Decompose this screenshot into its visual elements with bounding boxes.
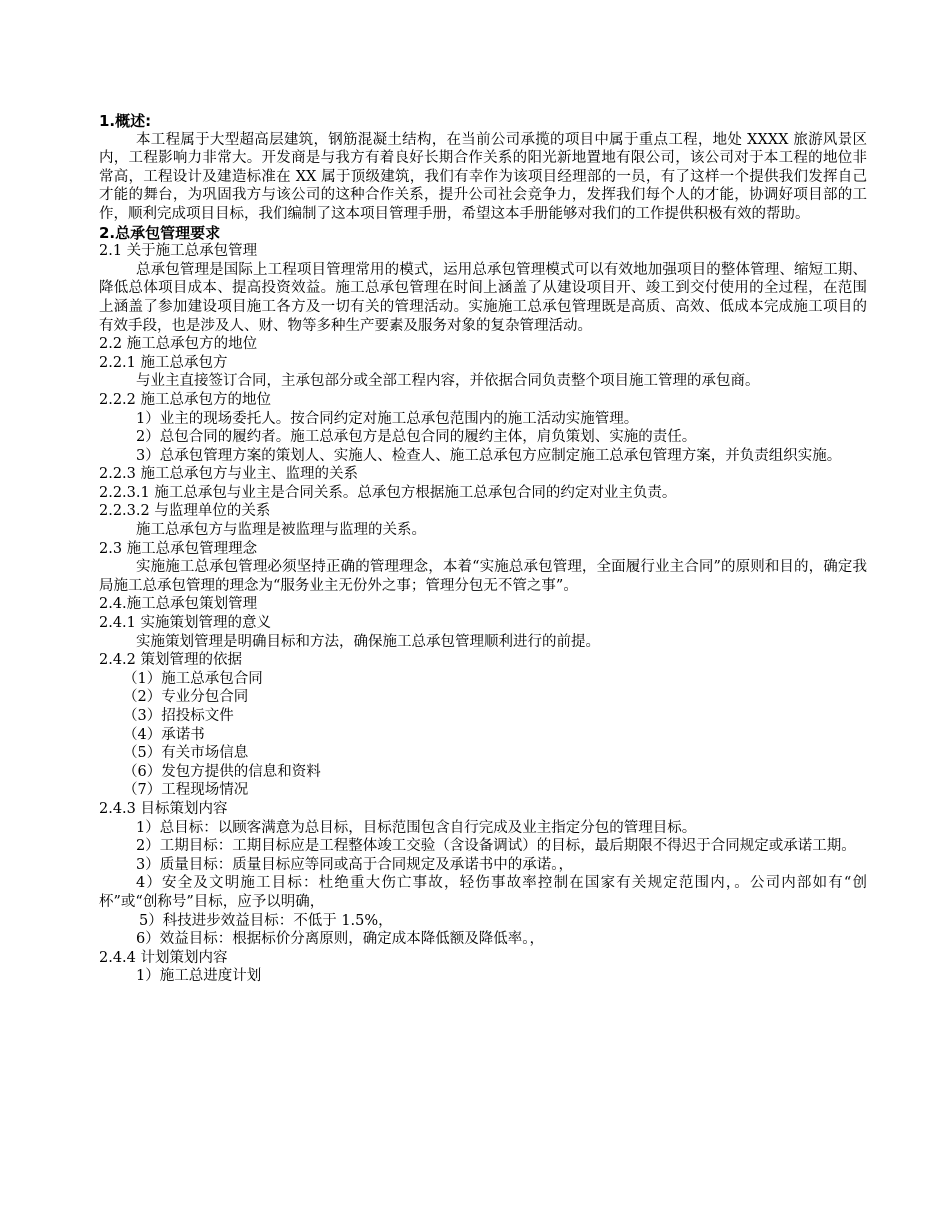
paragraph: （7）工程现场情况 xyxy=(123,782,249,799)
paragraph: 2.4.2 策划管理的依据 xyxy=(99,652,243,669)
section-heading: 2.总承包管理要求 xyxy=(99,223,221,242)
paragraph: 2.2.3.1 施工总承包与业主是合同关系。总承包方根据施工总承包合同的约定对业主负责。 xyxy=(99,484,677,501)
paragraph: 3）质量目标：质量目标应等同或高于合同规定及承诺书中的承诺。， xyxy=(136,856,573,873)
paragraph: 实施施工总承包管理必须坚持正确的管理理念，本着“实施总承包管理，全面履行业主合同”的原则和目的，确定我局施工总承包管理的理念为“服务业主无份外之事；管理分包无不管之事”。 xyxy=(99,559,867,594)
paragraph: 与业主直接签订合同，主承包部分或全部工程内容，并依据合同负责整个项目施工管理的承包商。 xyxy=(136,373,760,390)
paragraph: 本工程属于大型超高层建筑，钢筋混凝土结构，在当前公司承揽的项目中属于重点工程，地处 XXXX 旅游风景区内，工程影响力非常大。开发商是与我方有着良好长期合作关系的阳光新地置地有限公司，该公司对于本工程的地位非常高，工程设计及建造标准在 XX 属于顶级建筑，我们有幸作为该项目经理部的一员，有了这样一个提供我们发挥自己才能的舞台，为巩固我方与该公司的这种合作关系，提升公司社会竞争力，发挥我们每个人的才能，协调好项目部的工作，顺利完成项目目标，我们编制了这本项目管理手册，希望这本手册能够对我们的工作提供积极有效的帮助。 xyxy=(99,131,867,222)
paragraph: 4）安全及文明施工目标：杜绝重大伤亡事故，轻伤事故率控制在国家有关规定范围内，。公司内部如有“创杯”或“创称号”目标，应予以明确， xyxy=(99,875,867,910)
paragraph: （2）专业分包合同 xyxy=(123,689,249,706)
paragraph: 2.2.1 施工总承包方 xyxy=(99,354,228,371)
paragraph: 1）总目标：以顾客满意为总目标，目标范围包含自行完成及业主指定分包的管理目标。 xyxy=(136,819,697,836)
paragraph: 2.4.施工总承包策划管理 xyxy=(99,596,258,613)
paragraph: 2.2.3 施工总承包方与业主、监理的关系 xyxy=(99,466,359,483)
paragraph: 1）业主的现场委托人。按合同约定对施工总承包范围内的施工活动实施管理。 xyxy=(136,410,639,427)
paragraph: 3）总承包管理方案的策划人、实施人、检查人、施工总承包方应制定施工总承包管理方案，并负责组织实施。 xyxy=(136,447,842,464)
paragraph: 2）总包合同的履约者。施工总承包方是总包合同的履约主体，肩负策划、实施的责任。 xyxy=(136,429,697,446)
paragraph: 2.2 施工总承包方的地位 xyxy=(99,336,258,353)
paragraph: 2.4.4 计划策划内容 xyxy=(99,949,228,966)
paragraph: 2）工期目标：工期目标应是工程整体竣工交验（含设备调试）的目标，最后期限不得迟于合同规定或承诺工期。 xyxy=(136,838,856,855)
paragraph: （4）承诺书 xyxy=(123,726,205,743)
paragraph: 施工总承包方与监理是被监理与监理的关系。 xyxy=(136,522,426,539)
paragraph: 5）科技进步效益目标：不低于 1.5%， xyxy=(139,912,393,929)
paragraph: （1）施工总承包合同 xyxy=(123,670,263,687)
paragraph: （6）发包方提供的信息和资料 xyxy=(123,763,321,780)
paragraph: （3）招投标文件 xyxy=(123,708,234,724)
paragraph: 2.2.3.2 与监理单位的关系 xyxy=(99,503,271,520)
paragraph: 2.1 关于施工总承包管理 xyxy=(99,243,258,260)
paragraph: 2.2.2 施工总承包方的地位 xyxy=(99,391,272,408)
paragraph: 2.4.1 实施策划管理的意义 xyxy=(99,615,272,632)
paragraph: 总承包管理是国际上工程项目管理常用的模式，运用总承包管理模式可以有效地加强项目的整体管理、缩短工期、降低总体项目成本、提高投资效益。施工总承包管理在时间上涵盖了从建设项目开、竣工到交付使用的全过程，在范围上涵盖了参加建设项目施工各方及一切有关的管理活动。实施施工总承包管理既是高质、高效、低成本完成施工项目的有效手段，也是涉及人、财、物等多种生产要素及服务对象的复杂管理活动。 xyxy=(99,261,867,334)
paragraph: 6）效益目标：根据标价分离原则，确定成本降低额及降低率。， xyxy=(136,931,544,948)
paragraph: 2.3 施工总承包管理理念 xyxy=(99,540,258,557)
paragraph: 1）施工总进度计划 xyxy=(136,968,262,985)
document-body xyxy=(99,112,867,986)
section-heading: 1.概述: xyxy=(99,112,152,130)
paragraph: 实施策划管理是明确目标和方法，确保施工总承包管理顺利进行的前提。 xyxy=(136,633,600,650)
paragraph: （5）有关市场信息 xyxy=(123,745,249,762)
paragraph: 2.4.3 目标策划内容 xyxy=(99,800,228,817)
